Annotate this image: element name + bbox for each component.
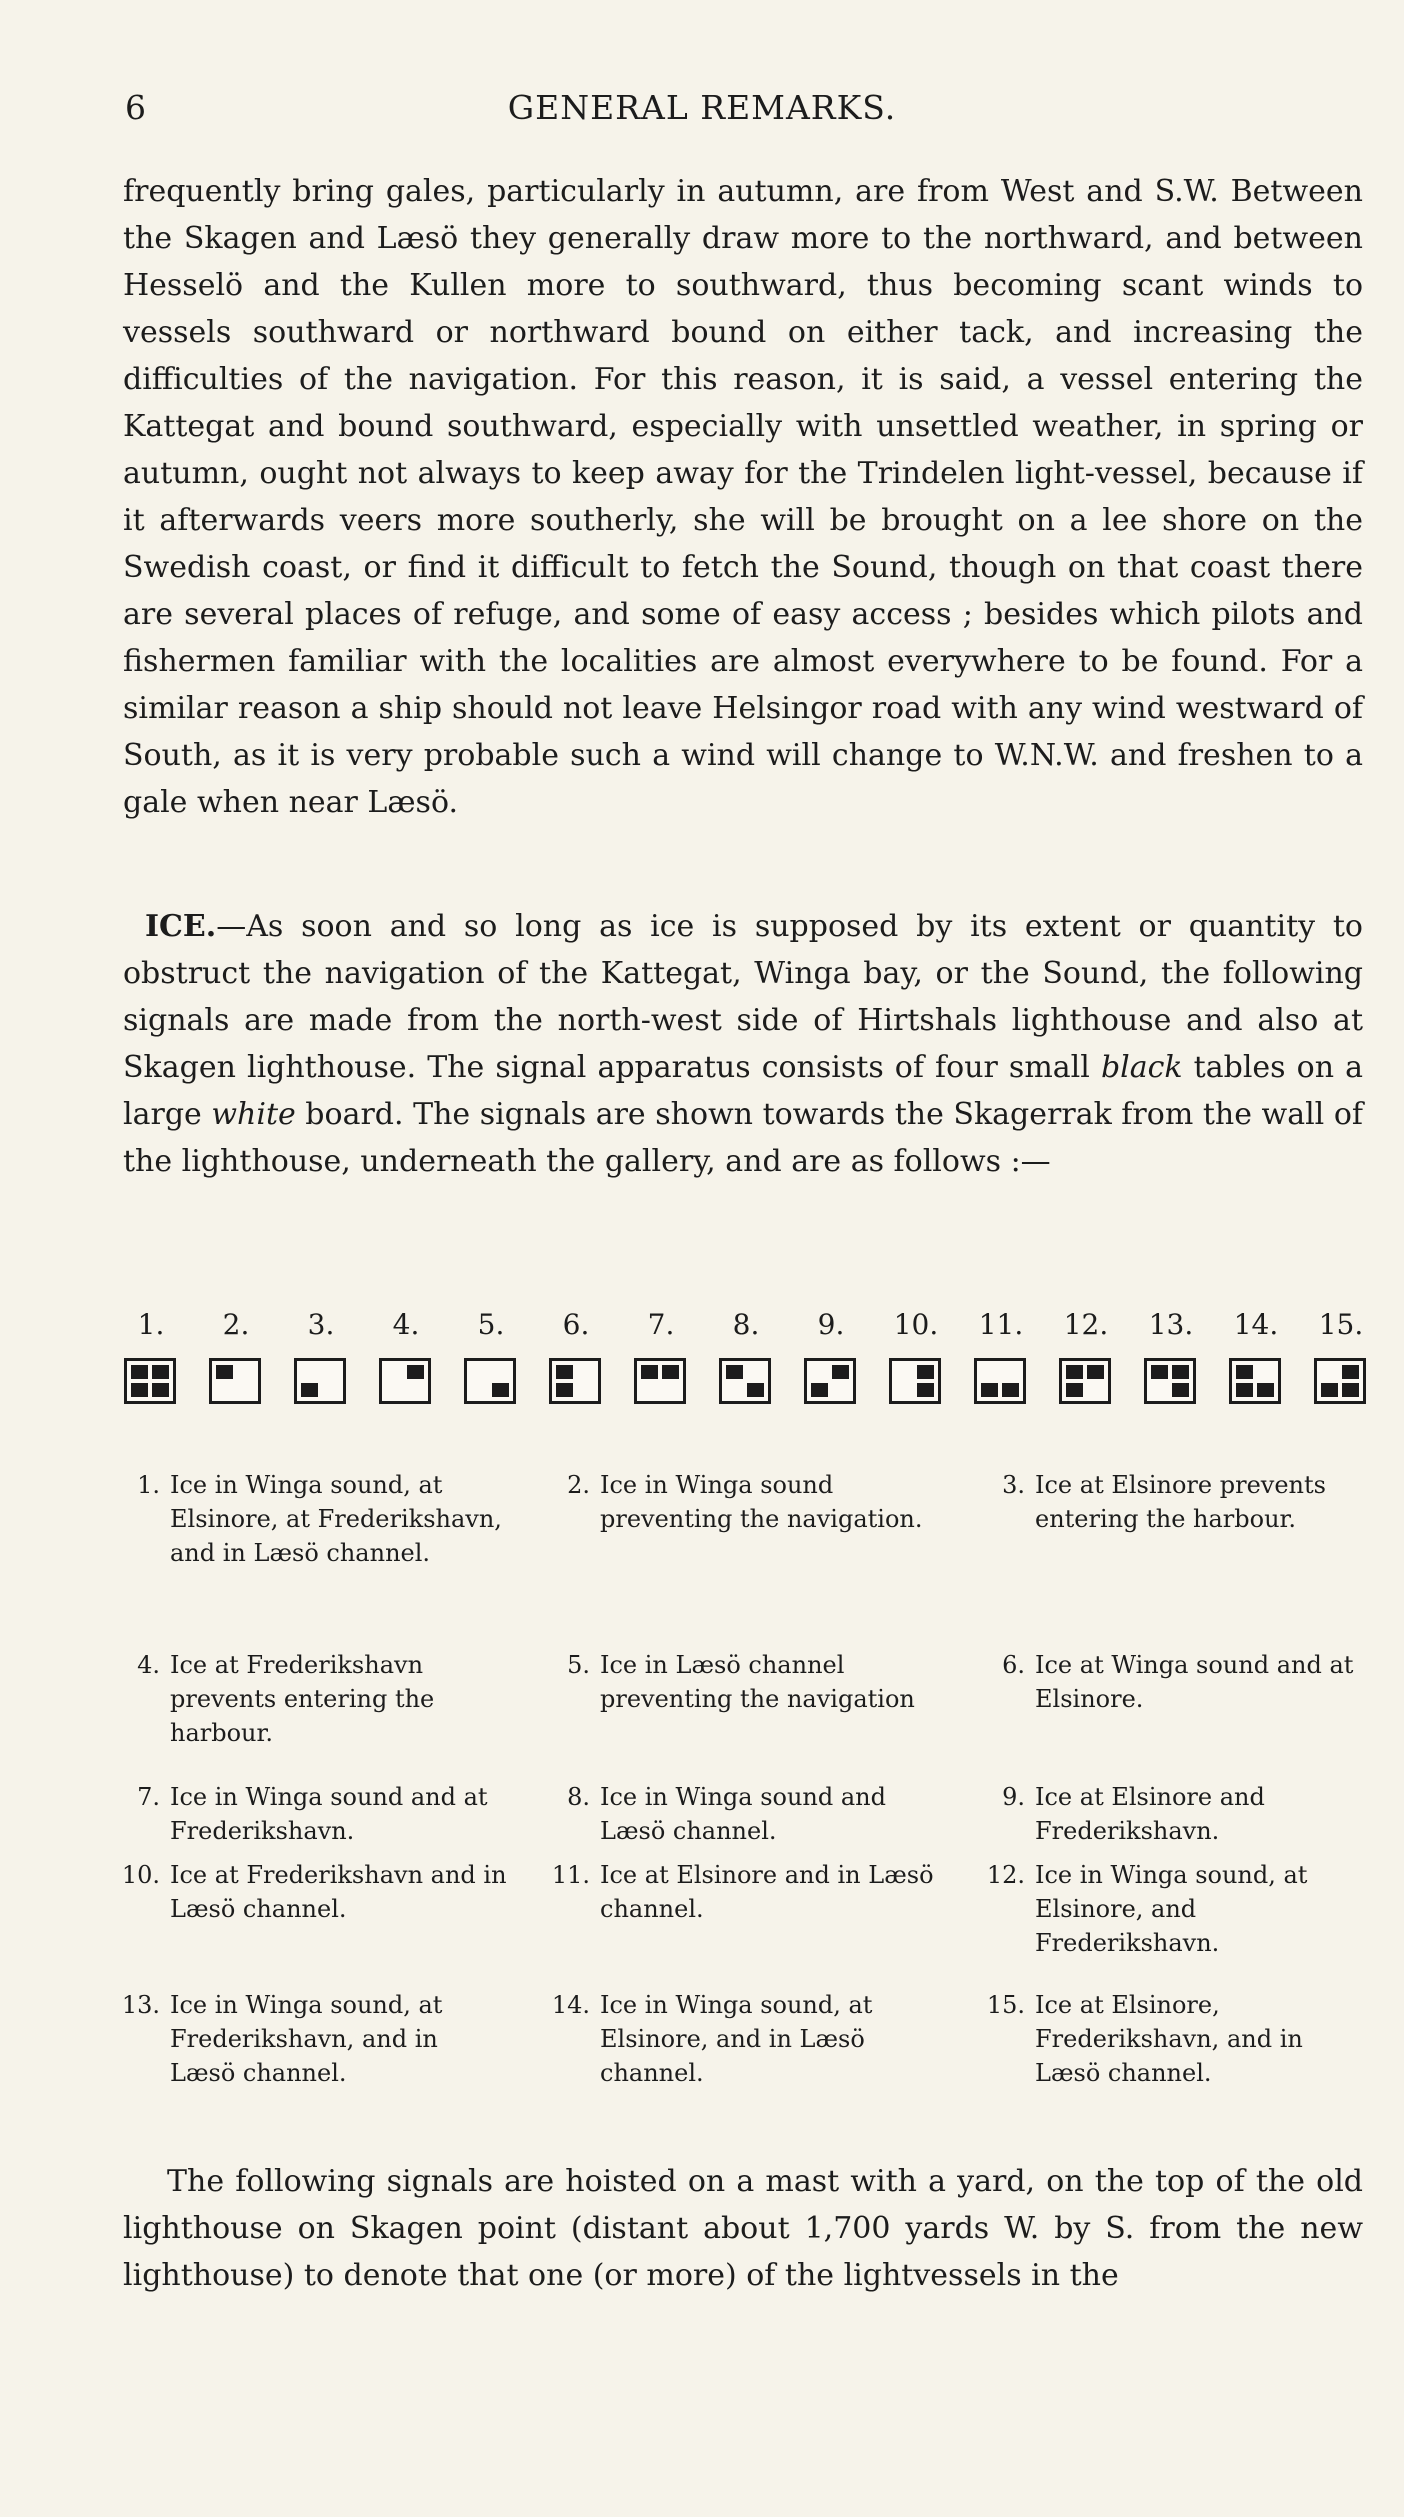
ice-text-a: —As soon and so long as ice is supposed by its extent or quantity to obstruct the navigation of the Kattegat, Winga bay, or the Sound, the following signals are made from the north-west side of Hirtshals lighthouse and also at Skagen lighthouse. The signal apparatus consists of four small — [123, 909, 1363, 1085]
table-cell — [1002, 1383, 1019, 1397]
signal-number: 13. — [1148, 1308, 1194, 1341]
legend-number: 10. — [121, 1861, 160, 1889]
signal-board — [294, 1358, 346, 1404]
table-cell — [1066, 1365, 1083, 1379]
table-cell — [811, 1383, 828, 1397]
table-cell — [1151, 1365, 1168, 1379]
legend-number: 5. — [567, 1651, 590, 1679]
legend-text: Ice at Frederikshavn and in Læsö channel. — [170, 1861, 507, 1923]
table-cell — [216, 1365, 233, 1379]
legend-text: Ice in Winga sound preventing the navigation. — [600, 1471, 923, 1533]
ice-text-b: tables on a large — [123, 1050, 1363, 1132]
ice-text-c: board. The signals are shown towards the Skagerrak from the wall of the lighthouse, underneath the gallery, and are as follows :— — [123, 1097, 1363, 1179]
legend-text: Ice in Winga sound, at Elsinore, and in Læsö channel. — [600, 1991, 873, 2087]
ice-text-white: white — [211, 1097, 296, 1132]
signal-14 — [1225, 1308, 1287, 1420]
signal-6 — [545, 1308, 607, 1420]
table-cell — [917, 1383, 934, 1397]
signal-board — [209, 1358, 261, 1404]
table-cell — [556, 1383, 573, 1397]
signal-number: 10. — [893, 1308, 939, 1341]
signal-8 — [715, 1308, 777, 1420]
signal-10 — [885, 1308, 947, 1420]
signal-number: 5. — [477, 1308, 505, 1341]
signal-number: 4. — [392, 1308, 420, 1341]
signal-3 — [290, 1308, 352, 1420]
signal-7 — [630, 1308, 692, 1420]
signal-number: 9. — [817, 1308, 845, 1341]
legend-number: 1. — [137, 1471, 160, 1499]
signal-12 — [1055, 1308, 1117, 1420]
signal-legend — [120, 1468, 1382, 2128]
table-cell — [131, 1383, 148, 1397]
signal-13 — [1140, 1308, 1202, 1420]
legend-text: Ice at Elsinore and in Læsö channel. — [600, 1861, 934, 1923]
signal-board — [1059, 1358, 1111, 1404]
legend-text: Ice in Læsö channel preventing the navigation — [600, 1651, 915, 1713]
signal-board — [464, 1358, 516, 1404]
table-cell — [152, 1365, 169, 1379]
table-cell — [832, 1365, 849, 1379]
legend-number: 2. — [567, 1471, 590, 1499]
ice-text-black: black — [1100, 1050, 1183, 1085]
legend-number: 7. — [137, 1783, 160, 1811]
legend-number: 13. — [121, 1991, 160, 2019]
table-cell — [1342, 1365, 1359, 1379]
signal-number: 1. — [137, 1308, 165, 1341]
table-cell — [1342, 1383, 1359, 1397]
paragraph-ice — [123, 903, 1363, 1185]
signal-number: 11. — [978, 1308, 1024, 1341]
table-cell — [131, 1365, 148, 1379]
table-cell — [747, 1383, 764, 1397]
legend-text: Ice at Elsinore and Frederikshavn. — [1035, 1783, 1265, 1845]
paragraph-mast-signals: The following signals are hoisted on a mast with a yard, on the top of the old lighthouse on Skagen point (distant about 1,700 yards W. by S. from the new lighthouse) to denote that one (or more) of the lightvessels in the — [123, 2164, 1363, 2293]
paragraph-winds: frequently bring gales, particularly in autumn, are from West and S.W. Between the Skagen and Læsö they generally draw more to the northward, and between Hesselö and the Kullen more to southward, thus becoming scant winds to vessels southward or northward bound on either tack, and increasing the difficulties of the navigation. For this reason, it is said, a vessel entering the Kattegat and bound southward, especially with unsettled weather, in spring or autumn, ought not always to keep away for the Trindelen light-vessel, because if it afterwards veers more southerly, she will be brought on a lee shore on the Swedish coast, or find it difficult to fetch the Sound, though on that coast there are several places of refuge, and some of easy access ; besides which pilots and fishermen familiar with the localities are almost everywhere to be found. For a similar reason a ship should not leave Helsingor road with any wind westward of South, as it is very probable such a wind will change to W.N.W. and freshen to a gale when near Læsö. — [123, 174, 1363, 820]
table-cell — [492, 1383, 509, 1397]
signal-board — [804, 1358, 856, 1404]
table-cell — [1236, 1383, 1253, 1397]
table-cell — [1087, 1365, 1104, 1379]
signal-number: 15. — [1318, 1308, 1364, 1341]
signal-board — [379, 1358, 431, 1404]
legend-number: 8. — [567, 1783, 590, 1811]
signal-board — [889, 1358, 941, 1404]
signal-board — [634, 1358, 686, 1404]
signal-15 — [1310, 1308, 1372, 1420]
legend-text: Ice in Winga sound, at Frederikshavn, and in Læsö channel. — [170, 1991, 443, 2087]
signal-board — [1229, 1358, 1281, 1404]
legend-number: 12. — [986, 1861, 1025, 1889]
legend-text: Ice in Winga sound, at Elsinore, and Frederikshavn. — [1035, 1861, 1308, 1957]
signal-number: 6. — [562, 1308, 590, 1341]
legend-number: 11. — [551, 1861, 590, 1889]
signal-11 — [970, 1308, 1032, 1420]
legend-number: 14. — [551, 1991, 590, 2019]
table-cell — [301, 1383, 318, 1397]
table-cell — [1257, 1383, 1274, 1397]
table-cell — [662, 1365, 679, 1379]
table-cell — [1066, 1383, 1083, 1397]
table-cell — [726, 1365, 743, 1379]
table-cell — [1321, 1383, 1338, 1397]
signal-board — [974, 1358, 1026, 1404]
running-title: GENERAL REMARKS. — [507, 88, 897, 127]
table-cell — [917, 1365, 934, 1379]
signal-number: 14. — [1233, 1308, 1279, 1341]
legend-number: 9. — [1002, 1783, 1025, 1811]
signal-number: 8. — [732, 1308, 760, 1341]
legend-number: 6. — [1002, 1651, 1025, 1679]
signal-diagram-row — [120, 1308, 1382, 1420]
table-cell — [152, 1383, 169, 1397]
table-cell — [407, 1365, 424, 1379]
table-cell — [981, 1383, 998, 1397]
table-cell — [641, 1365, 658, 1379]
signal-9 — [800, 1308, 862, 1420]
signal-number: 12. — [1063, 1308, 1109, 1341]
ice-heading: ICE. — [145, 909, 217, 944]
signal-board — [1314, 1358, 1366, 1404]
signal-board — [719, 1358, 771, 1404]
signal-board — [1144, 1358, 1196, 1404]
page-number: 6 — [125, 88, 146, 127]
legend-text: Ice at Frederikshavn prevents entering the harbour. — [170, 1651, 435, 1747]
signal-board — [549, 1358, 601, 1404]
signal-board-all-four — [124, 1358, 176, 1404]
signal-number: 2. — [222, 1308, 250, 1341]
signal-number: 3. — [307, 1308, 335, 1341]
table-cell — [1236, 1365, 1253, 1379]
legend-text: Ice at Elsinore prevents entering the harbour. — [1035, 1471, 1326, 1533]
signal-5 — [460, 1308, 522, 1420]
table-cell — [1172, 1365, 1189, 1379]
legend-text: Ice at Elsinore, Frederikshavn, and in Læsö channel. — [1035, 1991, 1303, 2087]
signal-1 — [120, 1308, 182, 1420]
legend-text: Ice in Winga sound and at Frederikshavn. — [170, 1783, 488, 1845]
legend-text: Ice in Winga sound and Læsö channel. — [600, 1783, 886, 1845]
table-cell — [556, 1365, 573, 1379]
legend-number: 4. — [137, 1651, 160, 1679]
signal-4 — [375, 1308, 437, 1420]
table-cell — [1172, 1383, 1189, 1397]
legend-text: Ice at Winga sound and at Elsinore. — [1035, 1651, 1354, 1713]
signal-2 — [205, 1308, 267, 1420]
running-head — [125, 88, 1279, 128]
legend-number: 3. — [1002, 1471, 1025, 1499]
legend-text: Ice in Winga sound, at Elsinore, at Frederikshavn, and in Læsö channel. — [170, 1471, 502, 1567]
legend-number: 15. — [986, 1991, 1025, 2019]
signal-number: 7. — [647, 1308, 675, 1341]
